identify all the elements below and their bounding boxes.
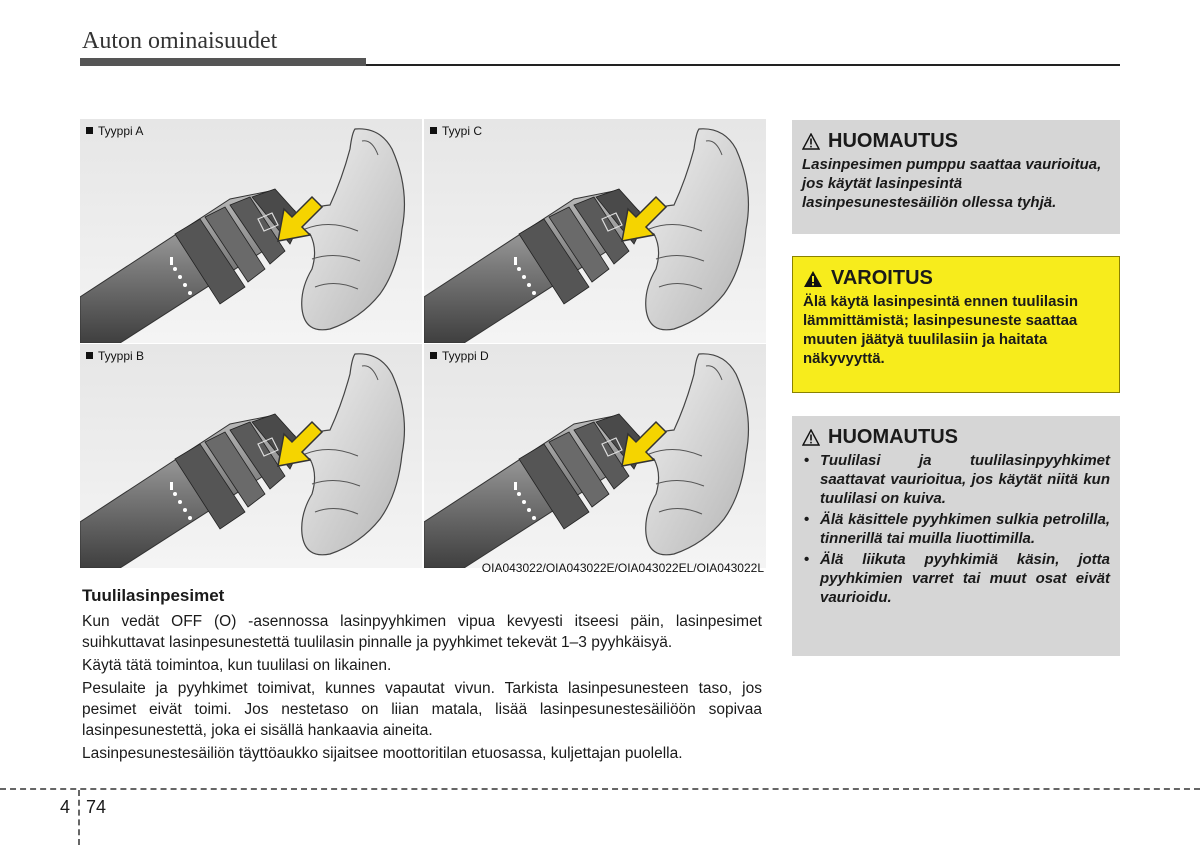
body-paragraph: Käytä tätä toimintoa, kun tuulilasi on likainen. <box>82 657 392 674</box>
figure-caption: OIA043022/OIA043022E/OIA043022EL/OIA043022L <box>481 561 764 575</box>
notice-box-pump <box>792 120 1120 234</box>
bullet-square-icon <box>430 127 437 134</box>
list-item: • Tuulilasi ja tuulilasinpyyhkimet saattavat vaurioitua, jos käytät niitä kun tuulilasi on kuiva. <box>802 451 1110 508</box>
section-title: Tuulilasinpesimet <box>82 586 225 605</box>
list-item: • Älä liikuta pyyhkimiä käsin, jotta pyyhkimien varret tai muut osat eivät vaurioidu. <box>802 550 1110 607</box>
bullet-square-icon <box>430 352 437 359</box>
warning-box <box>792 256 1120 393</box>
notice-text: Lasinpesimen pumppu saattaa vaurioitua, jos käytät lasinpesintä lasinpesunestesäiliön ollessa tyhjä. <box>802 156 1102 211</box>
figure-panel-d <box>424 344 766 568</box>
wiper-lever-illustration <box>424 119 766 343</box>
figure-panel-b <box>80 344 422 568</box>
page-number: 74 <box>86 797 107 817</box>
figure-panel-c <box>424 119 766 343</box>
bullet-square-icon <box>86 352 93 359</box>
wiper-lever-illustration <box>424 344 766 568</box>
panel-label: Tyyppi A <box>98 124 144 138</box>
warning-title: VAROITUS <box>831 267 933 289</box>
panel-label: Tyyppi B <box>98 349 145 363</box>
figure-panel-a <box>80 119 422 343</box>
footer-divider <box>0 788 1200 790</box>
section-body <box>82 611 762 766</box>
wiper-lever-illustration <box>80 344 422 568</box>
wiper-lever-illustration <box>80 119 422 343</box>
caution-triangle-icon <box>802 133 820 150</box>
page-header-title: Auton ominaisuudet <box>82 28 278 54</box>
notice-title: HUOMAUTUS <box>828 130 958 152</box>
notice-box-wipers <box>792 416 1120 656</box>
notice-bullet-list <box>802 451 1110 607</box>
notice-title: HUOMAUTUS <box>828 426 958 448</box>
warning-text: Älä käytä lasinpesintä ennen tuulilasin lämmittämistä; lasinpesuneste saattaa muuten jäätyä tuulilasiin ja haitata näkyvyyttä. <box>803 293 1079 367</box>
panel-label: Tyyppi D <box>442 349 489 363</box>
body-paragraph: Kun vedät OFF (O) -asennossa lasinpyyhkimen vipua kevyesti itseesi päin, lasinpesimet suihkuttavat lasinpesunestettä tuulilasin pinnalle ja pyyhkimet tekevät 1–3 pyyhkäisyä. <box>82 613 762 651</box>
body-paragraph: Lasinpesunestesäiliön täyttöaukko sijaitsee moottoritilan etuosassa, kuljettajan puolella. <box>82 745 683 762</box>
body-paragraph: Pesulaite ja pyyhkimet toimivat, kunnes vapautat vivun. Tarkista lasinpesunesteen taso, jos pesimet eivät toimi. Jos nestetaso on liian matala, lisää lasinpesunestesäiliöön sopivaa lasinpesunestettä, joka ei sisällä hankaavia aineita. <box>82 680 762 739</box>
caution-triangle-icon <box>802 429 820 446</box>
chapter-number: 4 <box>60 797 71 817</box>
wiper-lever-figure <box>80 119 764 577</box>
panel-label: Tyypi C <box>442 124 483 138</box>
header-rule <box>366 64 1120 66</box>
bullet-square-icon <box>86 127 93 134</box>
list-item: • Älä käsittele pyyhkimen sulkia petrolilla, tinnerillä tai muilla liuottimilla. <box>802 510 1110 548</box>
footer-vertical-divider <box>78 790 80 845</box>
header-accent-bar <box>80 58 366 66</box>
warning-triangle-icon <box>803 270 823 288</box>
